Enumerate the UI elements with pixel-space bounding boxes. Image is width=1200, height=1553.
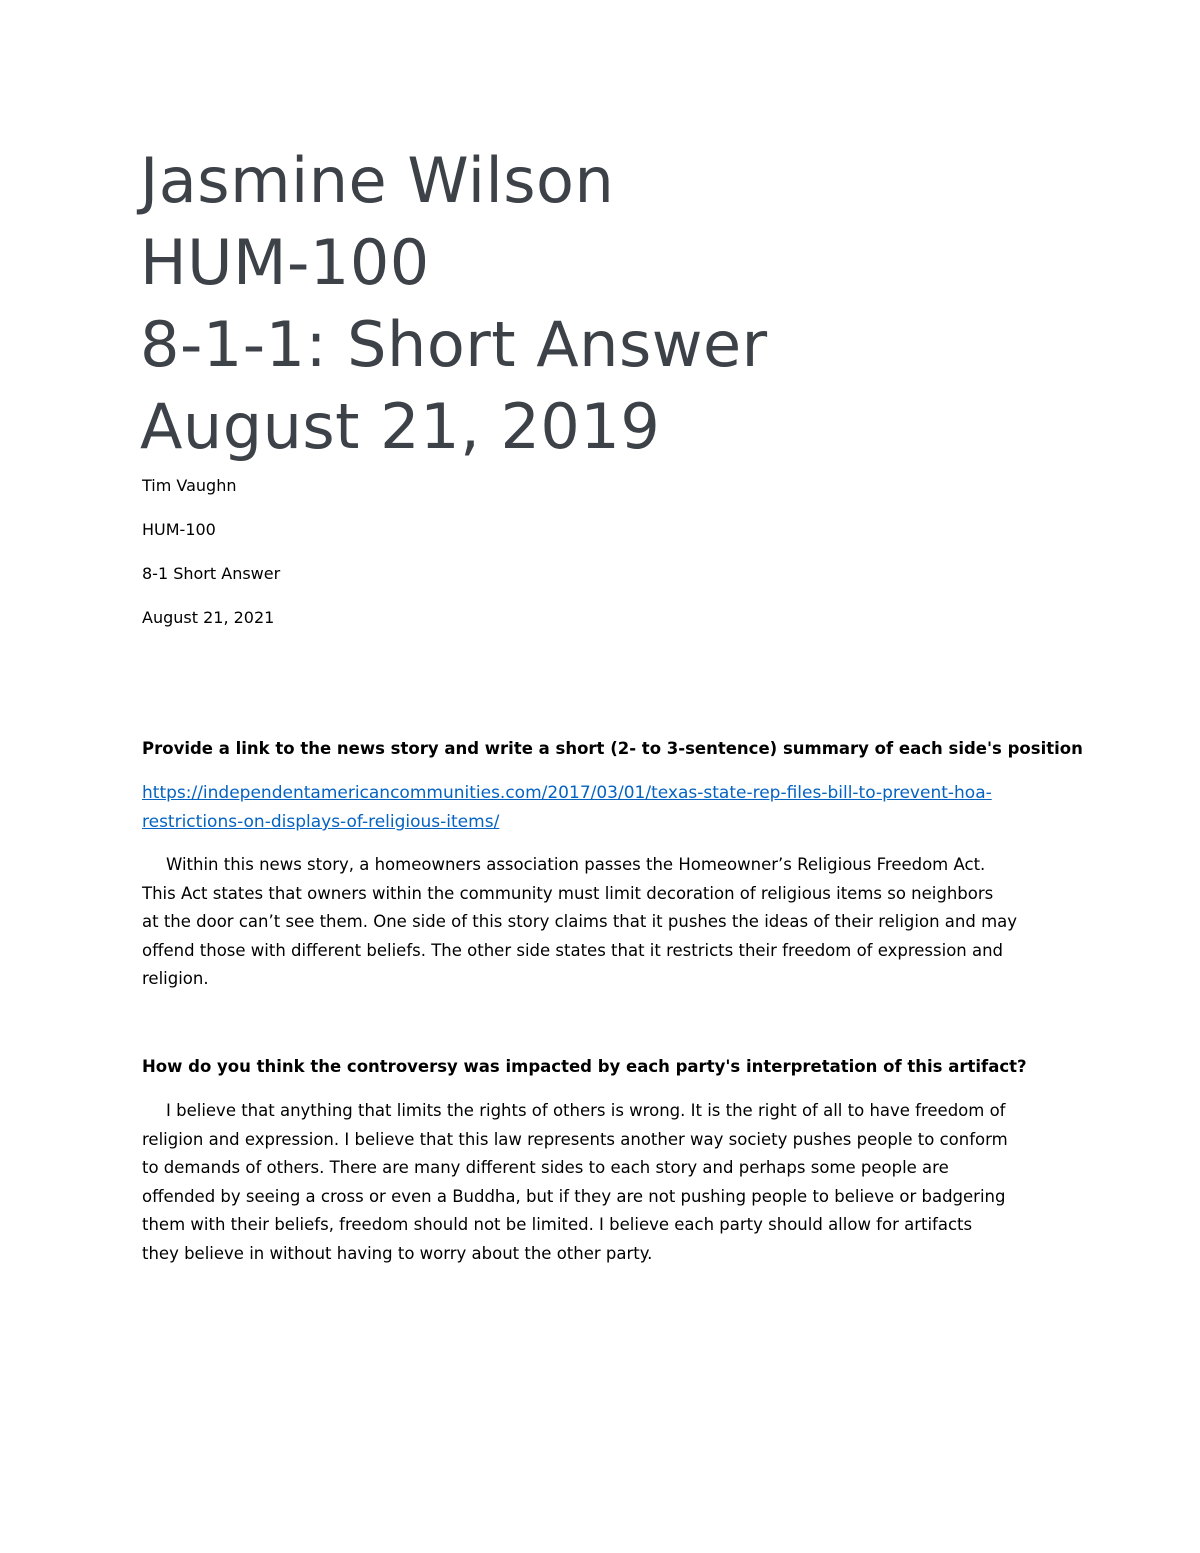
author-name: Jasmine Wilson — [140, 144, 615, 217]
paragraph-line: at the door can’t see them. One side of this story claims that it pushes the ideas of their religion and may — [142, 912, 1018, 932]
title-date: August 21, 2019 — [140, 390, 661, 463]
meta-assignment: 8-1 Short Answer — [142, 564, 281, 583]
response-paragraph — [142, 1097, 1072, 1269]
meta-block — [142, 472, 1062, 648]
paragraph-line: This Act states that owners within the community must limit decoration of religious items so neighbors — [142, 883, 994, 903]
news-story-link[interactable] — [142, 779, 1062, 837]
summary-paragraph — [142, 851, 1072, 994]
paragraph-line: religion. — [142, 969, 209, 989]
meta-date: August 21, 2021 — [142, 608, 275, 627]
question-heading-1: Provide a link to the news story and write a short (2- to 3-sentence) summary of each side's position — [142, 739, 1083, 758]
paragraph-line: to demands of others. There are many different sides to each story and perhaps some people are — [142, 1158, 949, 1178]
course-code: HUM-100 — [140, 226, 430, 299]
paragraph-line: offended by seeing a cross or even a Buddha, but if they are not pushing people to believe or badgering — [142, 1186, 1006, 1206]
paragraph-line: they believe in without having to worry about the other party. — [142, 1243, 653, 1263]
question-heading-2: How do you think the controversy was impacted by each party's interpretation of this artifact? — [142, 1057, 1027, 1076]
link-line-1[interactable]: https://independentamericancommunities.com/2017/03/01/texas-state-rep-files-bill-to-prevent-hoa- — [142, 783, 992, 803]
meta-course: HUM-100 — [142, 520, 216, 539]
paragraph-line: I believe that anything that limits the rights of others is wrong. It is the right of all to have freedom of — [166, 1101, 1006, 1120]
assignment-title: 8-1-1: Short Answer — [140, 308, 768, 381]
paragraph-line: offend those with different beliefs. The other side states that it restricts their freedom of expression and — [142, 940, 1004, 960]
paragraph-line: them with their beliefs, freedom should not be limited. I believe each party should allow for artifacts — [142, 1215, 973, 1235]
paragraph-line: religion and expression. I believe that this law represents another way society pushes people to conform — [142, 1129, 1008, 1149]
paragraph-line: Within this news story, a homeowners association passes the Homeowner’s Religious Freedom Act. — [166, 855, 986, 874]
title-block — [140, 140, 1080, 468]
link-line-2[interactable]: restrictions-on-displays-of-religious-items/ — [142, 812, 500, 832]
instructor-name: Tim Vaughn — [142, 476, 237, 495]
